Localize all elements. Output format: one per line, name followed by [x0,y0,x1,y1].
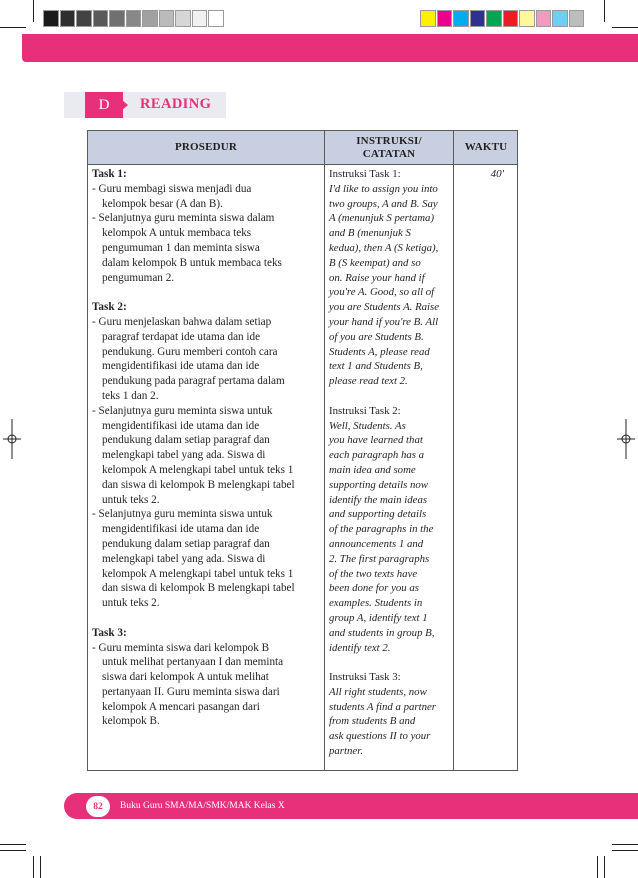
text-line: kelompok A melengkapi tabel untuk teks 1 [102,567,294,580]
blank-line [329,389,451,404]
text-line: mengidentifikasi ide utama dan ide [102,523,260,536]
text-line: - Selanjutnya guru meminta siswa untuk [92,508,273,521]
text-line: - Selanjutnya guru meminta siswa dalam [92,212,275,225]
text-line: on. Raise your hand if [329,271,425,284]
text-line: ask questions II to your [329,730,431,743]
crop-mark [604,856,605,878]
crop-mark [612,844,638,845]
text-line: teks 1 dan 2. [102,389,159,402]
text-line: identify text 2. [329,641,391,654]
prosedur-column [92,167,322,729]
text-line: pendukung pada paragraf pertama dalam [102,375,285,388]
color-swatch [536,10,552,27]
color-swatch [569,10,585,27]
text-line: kelompok B. [102,715,160,728]
registration-mark-icon [3,419,21,459]
text-line: students A find a partner [329,700,436,713]
text-line: please read text 2. [329,375,408,388]
text-line: of you are Students B. [329,330,424,343]
text-line: untuk teks 2. [102,493,160,506]
waktu-value: 40' [490,168,504,180]
crop-mark [597,856,598,878]
text-line: kelompok A melengkapi tabel untuk teks 1 [102,463,294,476]
header-waktu: WAKTU [464,141,508,153]
text-line: been done for you as [329,582,419,595]
text-line: kedua), then A (S ketiga), [329,241,439,254]
blank-line [92,611,322,626]
color-swatch [470,10,486,27]
task-heading: Task 3: [92,626,127,639]
text-line: and B (menunjuk S [329,227,411,240]
text-line: pertanyaan II. Guru meminta siswa dari [102,685,280,698]
crop-mark [0,844,26,845]
text-line: announcements 1 and [329,537,424,550]
gray-swatch [60,10,76,27]
text-line: I'd like to assign you into [329,182,438,195]
text-line: pendukung dalam setiap paragraf dan [102,434,270,447]
text-line: and students in group B, [329,626,435,639]
text-line: siswa dari kelompok A untuk melihat [102,671,269,684]
color-swatch [437,10,453,27]
text-line: main idea and some [329,463,416,476]
triangle-arrow-icon [122,100,128,110]
gray-swatch [159,10,175,27]
text-line: of the paragraphs in the [329,523,434,536]
footer-book-title: Buku Guru SMA/MA/SMK/MAK Kelas X [120,801,285,811]
text-line: supporting details now [329,478,428,491]
crop-mark [612,850,638,851]
text-line: you have learned that [329,434,423,447]
text-line: each paragraph has a [329,449,425,462]
text-line: Well, Students. As [329,419,406,432]
color-swatch [503,10,519,27]
registration-mark-icon [617,419,635,459]
text-line: kelompok besar (A dan B). [102,197,223,210]
crop-mark [33,0,34,22]
text-line: melengkapi tabel yang ada. Siswa di [102,552,266,565]
text-line: untuk melihat pertanyaan I dan meminta [102,656,284,669]
color-swatch [486,10,502,27]
text-line: text 1 and Students B, [329,360,423,373]
text-line: your hand if you're B. All [329,315,439,328]
column-divider [453,131,454,770]
text-line: two groups, A and B. Say [329,197,438,210]
text-line: Instruksi Task 3: [329,671,401,684]
crop-mark [0,27,26,28]
text-line: pendukung. Guru memberi contoh cara [102,345,278,358]
text-line: - Guru meminta siswa dari kelompok B [92,641,270,654]
gray-swatch [175,10,191,27]
text-line: and supporting details [329,508,427,521]
text-line: dalam kelompok B untuk membaca teks [102,256,282,269]
gray-swatch [93,10,109,27]
text-line: All right students, now [329,685,427,698]
gray-swatch [192,10,208,27]
color-bar [420,10,585,27]
instruksi-column [329,167,451,759]
text-line: paragraf terdapat ide utama dan ide [102,330,261,343]
header-instruksi-line1: INSTRUKSI/ [356,134,422,147]
text-line: kelompok A mencari pasangan dari [102,700,260,713]
text-line: melengkapi tabel yang ada. Siswa di [102,449,266,462]
text-line: mengidentifikasi ide utama dan ide [102,419,260,432]
color-swatch [519,10,535,27]
procedure-table [87,130,518,771]
color-swatch [453,10,469,27]
color-swatch [420,10,436,27]
blank-line [329,655,451,670]
text-line: 2. The first paragraphs [329,552,430,565]
text-line: pengumuman 2. [102,271,175,284]
text-line: from students B and [329,715,416,728]
crop-mark [40,856,41,878]
text-line: A (menunjuk S pertama) [329,212,435,225]
header-instruksi [325,131,453,164]
crop-mark [33,856,34,878]
text-line: - Guru menjelaskan bahwa dalam setiap [92,315,272,328]
text-line: identify the main ideas [329,493,428,506]
color-swatch [552,10,568,27]
task-heading: Task 2: [92,301,127,314]
text-line: you are Students A. Raise [329,301,440,314]
column-divider [324,131,325,770]
text-line: partner. [329,745,363,758]
task-heading: Task 1: [92,168,127,180]
page-number: 82 [86,796,110,817]
gray-swatch [76,10,92,27]
text-line: examples. Students in [329,597,423,610]
text-line: Instruksi Task 1: [329,168,401,180]
gray-swatch [109,10,125,27]
text-line: you're A. Good, so all of [329,286,435,299]
blank-line [92,285,322,300]
header-instruksi-line2: CATATAN [362,147,416,160]
text-line: dan siswa di kelompok B melengkapi tabel [102,478,295,491]
text-line: kelompok A untuk membaca teks [102,227,252,240]
gray-swatch [43,10,59,27]
waktu-column [454,167,518,182]
gray-swatch [126,10,142,27]
text-line: Instruksi Task 2: [329,404,401,417]
grayscale-bar [43,10,225,27]
header-band [22,34,638,62]
gray-swatch [208,10,224,27]
gray-swatch [142,10,158,27]
text-line: pengumuman 1 dan meminta siswa [102,241,260,254]
text-line: Students A, please read [329,345,430,358]
text-line: of the two texts have [329,567,418,580]
text-line: - Selanjutnya guru meminta siswa untuk [92,404,273,417]
section-letter: D [85,92,123,118]
text-line: untuk teks 2. [102,597,160,610]
text-line: group A, identify text 1 [329,611,428,624]
crop-mark [612,27,638,28]
section-title: READING [140,96,212,112]
crop-mark [604,0,605,22]
text-line: pendukung dalam setiap paragraf dan [102,537,270,550]
text-line: B (S keempat) and so [329,256,421,269]
crop-mark [0,850,26,851]
text-line: mengidentifikasi ide utama dan ide [102,360,260,373]
text-line: - Guru membagi siswa menjadi dua [92,182,252,195]
text-line: dan siswa di kelompok B melengkapi tabel [102,582,295,595]
header-prosedur: PROSEDUR [174,141,238,153]
